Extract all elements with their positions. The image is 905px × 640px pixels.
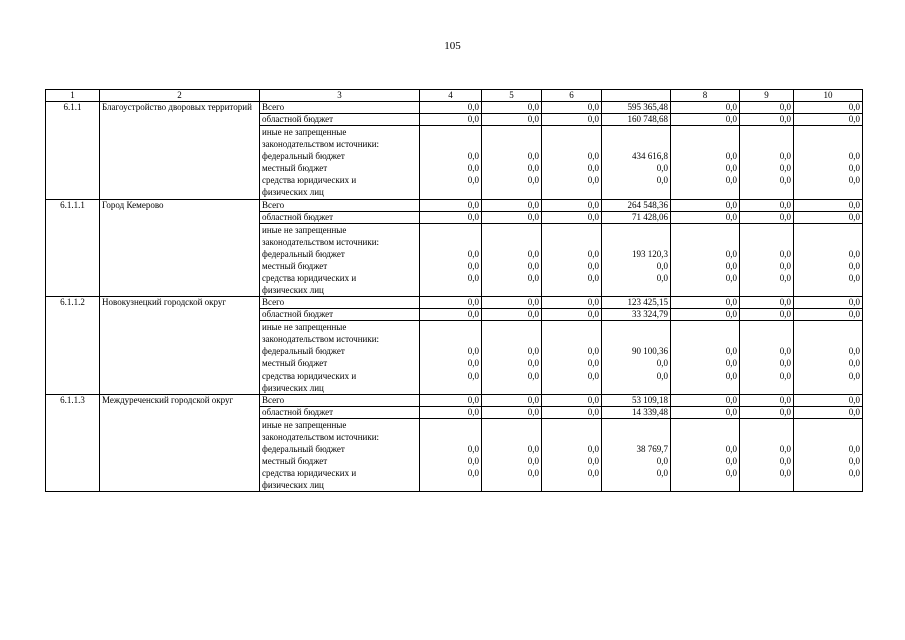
value-cell: 0,0: [542, 199, 602, 211]
value-legal: 0,0: [587, 370, 599, 381]
source-label: иные не запрещенные: [262, 224, 347, 235]
value-cell: 0,0: [482, 309, 542, 321]
value-cell: 0,0: [740, 297, 794, 309]
value-cell: 0,0: [671, 199, 740, 211]
value-cell: 0,0: [794, 114, 863, 126]
value-cell-stack: [671, 223, 740, 297]
spacer: [422, 333, 479, 345]
spacer: [422, 419, 479, 431]
spacer: [422, 236, 479, 248]
source-label: законодательством источники:: [262, 431, 380, 442]
source-labels: [260, 223, 420, 297]
value-local: 0,0: [656, 358, 668, 369]
value-legal: 0,0: [656, 175, 668, 186]
value-federal: 0,0: [848, 443, 860, 454]
value-legal: 0,0: [725, 468, 737, 479]
value-local: 0,0: [527, 455, 539, 466]
value-cell: 0,0: [671, 211, 740, 223]
value-federal: 0,0: [848, 151, 860, 162]
source-label: федеральный бюджет: [262, 443, 345, 454]
spacer: [742, 419, 791, 431]
value-cell: 0,0: [542, 309, 602, 321]
value-cell: 0,0: [420, 114, 482, 126]
value-local: 0,0: [587, 358, 599, 369]
value-legal: 0,0: [587, 468, 599, 479]
value-local: 0,0: [467, 260, 479, 271]
value-federal: 0,0: [527, 443, 539, 454]
source-label: средства юридических и: [262, 468, 357, 479]
value-legal: 0,0: [527, 175, 539, 186]
value-cell: 0,0: [482, 114, 542, 126]
value-federal: 0,0: [725, 443, 737, 454]
value-federal: 434 616,8: [632, 151, 668, 162]
value-cell: 0,0: [482, 406, 542, 418]
value-legal: 0,0: [779, 370, 791, 381]
item-name: Новокузнецкий городской округ: [100, 297, 260, 395]
value-cell: 0,0: [794, 406, 863, 418]
value-legal: 0,0: [725, 175, 737, 186]
source-label: иные не запрещенные: [262, 127, 347, 137]
value-cell-stack: [420, 418, 482, 492]
column-header-row: [46, 90, 863, 102]
table-row-total: [46, 102, 863, 114]
spacer: [544, 126, 599, 138]
spacer: [604, 419, 668, 431]
value-local: 0,0: [527, 260, 539, 271]
source-label: законодательством источники:: [262, 139, 380, 150]
value-cell: 0,0: [740, 211, 794, 223]
value-cell: 0,0: [542, 211, 602, 223]
value-cell: 0,0: [740, 406, 794, 418]
value-cell: 595 365,48: [602, 102, 671, 114]
spacer: [484, 321, 539, 333]
value-federal: 0,0: [527, 346, 539, 357]
spacer: [673, 138, 737, 150]
column-header: 4: [420, 90, 482, 102]
spacer: [604, 224, 668, 236]
value-cell-stack: [542, 418, 602, 492]
value-cell-stack: [482, 321, 542, 395]
page-number: 105: [444, 40, 461, 52]
value-cell: 0,0: [740, 394, 794, 406]
value-cell: 0,0: [542, 297, 602, 309]
item-code: 6.1.1.1: [46, 199, 100, 297]
value-local: 0,0: [527, 163, 539, 174]
value-federal: 0,0: [587, 248, 599, 259]
value-local: 0,0: [848, 358, 860, 369]
spacer: [673, 431, 737, 443]
value-legal: 0,0: [467, 272, 479, 283]
value-cell: 0,0: [794, 211, 863, 223]
value-federal: 0,0: [467, 248, 479, 259]
value-legal: 0,0: [848, 370, 860, 381]
value-cell: 0,0: [671, 394, 740, 406]
value-federal: 0,0: [725, 151, 737, 162]
item-name: Благоустройство дворовых территорий: [100, 102, 260, 200]
value-federal: 0,0: [779, 151, 791, 162]
value-cell: 0,0: [671, 309, 740, 321]
value-legal: 0,0: [725, 272, 737, 283]
value-legal: 0,0: [587, 175, 599, 186]
value-cell-stack: [420, 321, 482, 395]
source-label: областной бюджет: [260, 309, 420, 321]
spacer: [796, 138, 860, 150]
spacer: [796, 333, 860, 345]
source-label: физических лиц: [262, 187, 324, 198]
value-cell: 0,0: [542, 394, 602, 406]
spacer: [673, 419, 737, 431]
value-cell: 0,0: [482, 199, 542, 211]
value-legal: 0,0: [848, 175, 860, 186]
value-cell: 0,0: [794, 199, 863, 211]
spacer: [544, 431, 599, 443]
value-cell-stack: [671, 321, 740, 395]
value-cell: 0,0: [482, 211, 542, 223]
value-cell: 0,0: [420, 297, 482, 309]
column-header: 5: [482, 90, 542, 102]
value-cell-stack: [482, 418, 542, 492]
source-label: областной бюджет: [260, 211, 420, 223]
value-cell-stack: [671, 418, 740, 492]
spacer: [796, 224, 860, 236]
value-cell: 160 748,68: [602, 114, 671, 126]
spacer: [742, 431, 791, 443]
value-cell: 0,0: [740, 114, 794, 126]
item-name: Город Кемерово: [100, 199, 260, 297]
table-row-total: [46, 199, 863, 211]
item-name: Междуреченский городской округ: [100, 394, 260, 492]
value-cell: 0,0: [482, 297, 542, 309]
value-legal: 0,0: [656, 370, 668, 381]
source-label: Всего: [260, 199, 420, 211]
value-federal: 0,0: [587, 443, 599, 454]
spacer: [422, 431, 479, 443]
column-header: 10: [794, 90, 863, 102]
source-label: средства юридических и: [262, 175, 357, 186]
value-legal: 0,0: [848, 468, 860, 479]
spacer: [742, 321, 791, 333]
spacer: [484, 138, 539, 150]
source-label: местный бюджет: [262, 260, 328, 271]
budget-table: [45, 89, 863, 492]
spacer: [544, 321, 599, 333]
source-label: законодательством источники:: [262, 236, 380, 247]
spacer: [484, 419, 539, 431]
source-labels: [260, 321, 420, 395]
value-federal: 0,0: [527, 151, 539, 162]
spacer: [742, 138, 791, 150]
value-cell-stack: [602, 126, 671, 200]
spacer: [604, 321, 668, 333]
value-local: 0,0: [467, 163, 479, 174]
value-local: 0,0: [725, 358, 737, 369]
source-label: местный бюджет: [262, 163, 328, 174]
value-legal: 0,0: [467, 468, 479, 479]
spacer: [484, 333, 539, 345]
spacer: [673, 236, 737, 248]
value-legal: 0,0: [527, 370, 539, 381]
value-cell: 33 324,79: [602, 309, 671, 321]
spacer: [742, 126, 791, 138]
spacer: [604, 126, 668, 138]
spacer: [544, 224, 599, 236]
value-federal: 0,0: [725, 248, 737, 259]
source-label: областной бюджет: [260, 114, 420, 126]
value-cell-stack: [542, 126, 602, 200]
column-header: 2: [100, 90, 260, 102]
value-legal: 0,0: [527, 468, 539, 479]
spacer: [796, 321, 860, 333]
value-local: 0,0: [779, 455, 791, 466]
value-cell: 0,0: [420, 406, 482, 418]
source-label: физических лиц: [262, 285, 324, 296]
value-local: 0,0: [467, 358, 479, 369]
spacer: [742, 236, 791, 248]
source-label: иные не запрещенные: [262, 322, 347, 333]
value-cell-stack: [542, 223, 602, 297]
spacer: [544, 419, 599, 431]
value-cell: 0,0: [482, 102, 542, 114]
value-local: 0,0: [725, 163, 737, 174]
value-cell-stack: [740, 223, 794, 297]
spacer: [544, 236, 599, 248]
source-label: Всего: [260, 394, 420, 406]
value-federal: 0,0: [779, 346, 791, 357]
value-cell: 0,0: [794, 394, 863, 406]
value-cell-stack: [740, 321, 794, 395]
value-cell: 0,0: [482, 394, 542, 406]
item-code: 6.1.1.3: [46, 394, 100, 492]
value-cell: 0,0: [671, 406, 740, 418]
value-local: 0,0: [779, 260, 791, 271]
value-local: 0,0: [725, 455, 737, 466]
spacer: [673, 333, 737, 345]
source-label: законодательством источники:: [262, 334, 380, 345]
source-label: физических лиц: [262, 382, 324, 393]
value-cell: 0,0: [740, 199, 794, 211]
source-labels: [260, 126, 420, 200]
value-local: 0,0: [587, 260, 599, 271]
spacer: [484, 126, 539, 138]
source-label: иные не запрещенные: [262, 419, 347, 430]
item-code: 6.1.1: [46, 102, 100, 200]
value-cell-stack: [740, 126, 794, 200]
value-cell: 14 339,48: [602, 406, 671, 418]
column-header: 6: [542, 90, 602, 102]
value-local: 0,0: [779, 163, 791, 174]
value-cell: 0,0: [420, 394, 482, 406]
spacer: [673, 126, 737, 138]
column-header: 3: [260, 90, 420, 102]
value-cell: 0,0: [542, 102, 602, 114]
value-cell-stack: [482, 126, 542, 200]
value-cell: 123 425,15: [602, 297, 671, 309]
source-label: местный бюджет: [262, 358, 328, 369]
value-legal: 0,0: [527, 272, 539, 283]
value-federal: 193 120,3: [632, 248, 668, 259]
value-cell-stack: [602, 321, 671, 395]
value-local: 0,0: [527, 358, 539, 369]
value-local: 0,0: [587, 163, 599, 174]
spacer: [422, 321, 479, 333]
value-legal: 0,0: [779, 272, 791, 283]
spacer: [796, 431, 860, 443]
value-federal: 0,0: [467, 346, 479, 357]
value-cell-stack: [602, 418, 671, 492]
spacer: [796, 236, 860, 248]
value-local: 0,0: [779, 358, 791, 369]
value-cell: 0,0: [671, 114, 740, 126]
item-code: 6.1.1.2: [46, 297, 100, 395]
column-header: [602, 90, 671, 102]
value-cell: 0,0: [794, 297, 863, 309]
value-cell: 0,0: [420, 309, 482, 321]
value-cell: 0,0: [420, 199, 482, 211]
source-label: Всего: [260, 297, 420, 309]
value-cell-stack: [740, 418, 794, 492]
value-legal: 0,0: [587, 272, 599, 283]
value-legal: 0,0: [467, 175, 479, 186]
value-cell: 71 428,06: [602, 211, 671, 223]
value-federal: 38 769,7: [636, 443, 668, 454]
spacer: [484, 224, 539, 236]
column-header: 9: [740, 90, 794, 102]
value-cell-stack: [794, 418, 863, 492]
value-legal: 0,0: [779, 468, 791, 479]
value-federal: 0,0: [587, 151, 599, 162]
value-local: 0,0: [467, 455, 479, 466]
value-legal: 0,0: [779, 175, 791, 186]
value-local: 0,0: [656, 260, 668, 271]
value-cell-stack: [420, 126, 482, 200]
table-row-total: [46, 297, 863, 309]
value-federal: 0,0: [848, 248, 860, 259]
spacer: [422, 138, 479, 150]
value-local: 0,0: [587, 455, 599, 466]
table-row-total: [46, 394, 863, 406]
value-cell-stack: [794, 223, 863, 297]
source-label: областной бюджет: [260, 406, 420, 418]
value-cell: 264 548,36: [602, 199, 671, 211]
spacer: [742, 333, 791, 345]
spacer: [796, 419, 860, 431]
spacer: [604, 138, 668, 150]
value-federal: 0,0: [779, 443, 791, 454]
value-cell: 0,0: [740, 102, 794, 114]
source-label: федеральный бюджет: [262, 346, 345, 357]
value-legal: 0,0: [656, 468, 668, 479]
source-label: средства юридических и: [262, 272, 357, 283]
value-cell: 53 109,18: [602, 394, 671, 406]
spacer: [796, 126, 860, 138]
value-local: 0,0: [725, 260, 737, 271]
value-cell: 0,0: [542, 114, 602, 126]
spacer: [544, 138, 599, 150]
value-cell: 0,0: [671, 102, 740, 114]
spacer: [604, 431, 668, 443]
value-federal: 0,0: [848, 346, 860, 357]
value-federal: 0,0: [527, 248, 539, 259]
source-label: местный бюджет: [262, 455, 328, 466]
value-cell-stack: [671, 126, 740, 200]
source-label: федеральный бюджет: [262, 151, 345, 162]
source-label: средства юридических и: [262, 370, 357, 381]
value-cell: 0,0: [794, 309, 863, 321]
value-cell-stack: [794, 321, 863, 395]
column-header: 8: [671, 90, 740, 102]
value-local: 0,0: [656, 163, 668, 174]
spacer: [422, 224, 479, 236]
value-cell-stack: [794, 126, 863, 200]
value-federal: 90 100,36: [632, 346, 668, 357]
spacer: [484, 431, 539, 443]
value-cell-stack: [542, 321, 602, 395]
value-cell: 0,0: [671, 297, 740, 309]
spacer: [604, 236, 668, 248]
value-legal: 0,0: [848, 272, 860, 283]
value-local: 0,0: [848, 260, 860, 271]
value-cell-stack: [602, 223, 671, 297]
source-label: физических лиц: [262, 480, 324, 491]
source-label: федеральный бюджет: [262, 248, 345, 259]
value-federal: 0,0: [725, 346, 737, 357]
column-header: 1: [46, 90, 100, 102]
source-labels: [260, 418, 420, 492]
spacer: [544, 333, 599, 345]
value-federal: 0,0: [467, 151, 479, 162]
value-legal: 0,0: [467, 370, 479, 381]
value-cell: 0,0: [740, 309, 794, 321]
value-local: 0,0: [656, 455, 668, 466]
spacer: [604, 333, 668, 345]
spacer: [484, 236, 539, 248]
value-cell: 0,0: [420, 102, 482, 114]
value-federal: 0,0: [779, 248, 791, 259]
value-legal: 0,0: [725, 370, 737, 381]
value-cell-stack: [420, 223, 482, 297]
spacer: [673, 224, 737, 236]
value-cell: 0,0: [794, 102, 863, 114]
value-local: 0,0: [848, 455, 860, 466]
value-cell: 0,0: [542, 406, 602, 418]
spacer: [422, 126, 479, 138]
value-cell: 0,0: [420, 211, 482, 223]
value-local: 0,0: [848, 163, 860, 174]
value-federal: 0,0: [467, 443, 479, 454]
value-federal: 0,0: [587, 346, 599, 357]
value-legal: 0,0: [656, 272, 668, 283]
spacer: [742, 224, 791, 236]
source-label: Всего: [260, 102, 420, 114]
value-cell-stack: [482, 223, 542, 297]
spacer: [673, 321, 737, 333]
